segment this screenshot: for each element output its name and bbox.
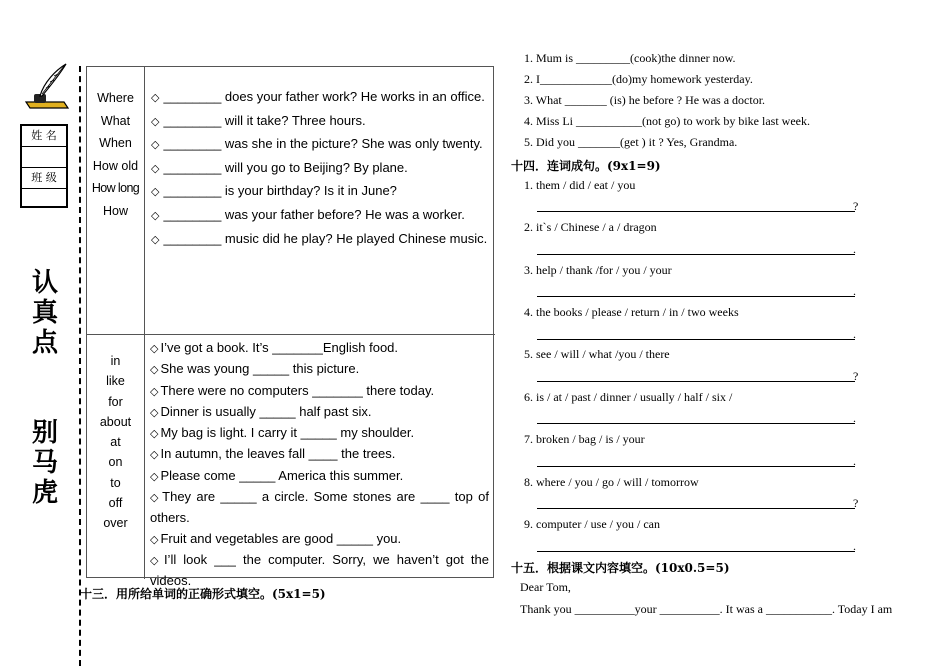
exercise-item: ◇ ________ was she in the picture? She was only twenty. [151,136,483,152]
exercise-item: ◇ They are _____ a circle. Some stones are ____ top of others. [150,489,489,526]
fill-in-item: 4. Miss Li ___________(not go) to work by bike last week. [524,114,810,128]
word-option: Where [97,91,134,105]
diamond-bullet-icon: ◇ [151,139,160,152]
name-label: 姓 名 [22,126,66,147]
word-order-prompt: 5. see / will / what /you / there [524,347,670,361]
answer-end-mark: . [853,327,856,341]
diamond-bullet-icon: ◇ [150,554,162,567]
answer-line[interactable] [537,381,855,382]
exercise-item: ◇ ________ will it take? Three hours. [151,112,366,128]
exercise-item: ◇ ________ is your birthday? Is it in June? [151,183,397,199]
word-option: over [103,516,128,531]
quill-inkpot-image [20,62,70,112]
motto-bottom [28,418,62,508]
exercise-item: ◇ I’ll look ___ the computer. Sorry, we haven’t got the videos. [150,551,489,589]
word-option: off [108,496,123,511]
answer-line[interactable] [537,296,855,297]
section-14-heading: 十四．连词成句。(9x1=9) [511,159,661,173]
exercise-item: ◇ There were no computers _______ there today. [150,382,435,398]
preposition-list [87,335,145,579]
motto-char: 别 [31,418,58,448]
answer-end-mark: . [853,242,856,256]
fill-in-item: 2. I____________(do)my homework yesterday. [524,72,753,86]
answer-line[interactable] [537,551,855,552]
question-word-exercises [145,67,495,335]
word-option: When [99,136,132,150]
diamond-bullet-icon: ◇ [150,428,159,441]
diamond-bullet-icon: ◇ [150,364,159,377]
answer-line[interactable] [537,339,855,340]
exercise-item: ◇ I’ve got a book. It’s _______English food. [150,340,399,355]
question-word-list [87,67,145,335]
exercise-item: ◇ ________ music did he play? He played Chinese music. [151,230,488,246]
diamond-bullet-icon: ◇ [151,186,160,199]
fill-in-item: 1. Mum is _________(cook)the dinner now. [524,51,736,65]
fill-in-item: 3. What _______ (is) he before ? He was a doctor. [524,93,766,107]
exercise-item: ◇ ________ does your father work? He works in an office. [151,89,485,104]
word-option: on [108,455,123,470]
answer-line[interactable] [537,254,855,255]
word-order-prompt: 3. help / thank /for / you / your [524,263,672,277]
motto-char: 马 [31,448,58,478]
word-option: about [99,414,132,429]
exercise-item: ◇ Please come _____ America this summer. [150,467,404,483]
exercise-item: ◇ ________ will you go to Beijing? By plane. [151,159,408,175]
exercise-item: ◇ ________ was your father before? He was a worker. [151,206,465,222]
section-15-heading: 十五．根据课文内容填空。(10x0.5=5) [511,561,730,575]
answer-end-mark: ? [853,496,859,510]
word-order-prompt: 1. them / did / eat / you [524,178,636,192]
student-info-box [20,124,68,208]
answer-end-mark: . [853,284,856,298]
diamond-bullet-icon: ◇ [151,92,160,104]
class-field [22,189,66,206]
class-label: 班 级 [22,168,66,189]
diamond-bullet-icon: ◇ [150,533,159,546]
preposition-exercises [145,335,495,589]
word-option: for [108,394,123,409]
exercise-item: ◇ Dinner is usually _____ half past six. [150,403,372,419]
answer-end-mark: ? [853,369,859,383]
word-order-prompt: 7. broken / bag / is / your [524,432,645,446]
answer-line[interactable] [537,423,855,424]
word-option: How long [91,181,140,195]
word-order-prompt: 6. is / at / past / dinner / usually / half / six / [524,390,733,404]
word-option: to [110,475,121,490]
diamond-bullet-icon: ◇ [151,233,160,246]
exercise-item: ◇ Fruit and vegetables are good _____ you. [150,530,402,546]
motto-char: 点 [31,328,58,358]
word-choice-table [86,66,494,589]
diamond-bullet-icon: ◇ [150,492,161,505]
diamond-bullet-icon: ◇ [151,115,160,128]
diamond-bullet-icon: ◇ [151,162,160,175]
motto-char: 真 [31,298,58,328]
exercise-item: ◇ In autumn, the leaves fall ____ the trees. [150,446,396,462]
word-order-prompt: 2. it`s / Chinese / a / dragon [524,220,657,234]
word-option: What [100,113,131,128]
answer-line[interactable] [537,211,855,212]
diamond-bullet-icon: ◇ [151,209,160,222]
word-option: like [106,374,125,389]
motto-top [28,268,62,358]
name-field [22,147,66,168]
word-order-prompt: 9. computer / use / you / can [524,517,660,531]
fill-in-item: 5. Did you _______(get ) it ? Yes, Grandma. [524,135,738,149]
answer-end-mark: . [853,539,856,553]
letter-greeting: Dear Tom, [520,580,571,594]
answer-end-mark: . [853,454,856,468]
motto-char: 虎 [31,478,58,508]
diamond-bullet-icon: ◇ [150,470,159,483]
diamond-bullet-icon: ◇ [150,385,159,398]
motto-char: 认 [31,268,58,298]
answer-end-mark: . [853,411,856,425]
word-option: How old [92,158,139,173]
answer-line[interactable] [537,466,855,467]
section-13-heading: 十三．用所给单词的正确形式填空。(5x1=5) [80,587,326,601]
binding-dashed-line [79,66,81,666]
word-option: in [110,354,121,368]
diamond-bullet-icon: ◇ [150,449,159,462]
answer-line[interactable] [537,508,855,509]
letter-line: Thank you __________your __________. It was a ___________. Today I am [520,602,893,616]
diamond-bullet-icon: ◇ [150,406,159,419]
word-option: How [102,203,128,218]
exercise-item: ◇ My bag is light. I carry it _____ my shoulder. [150,425,415,441]
word-order-prompt: 8. where / you / go / will / tomorrow [524,475,699,489]
word-option: at [110,435,121,450]
word-order-prompt: 4. the books / please / return / in / two weeks [524,305,739,319]
diamond-bullet-icon: ◇ [150,343,159,355]
exercise-item: ◇ She was young _____ this picture. [150,361,360,377]
answer-end-mark: ? [853,199,859,213]
